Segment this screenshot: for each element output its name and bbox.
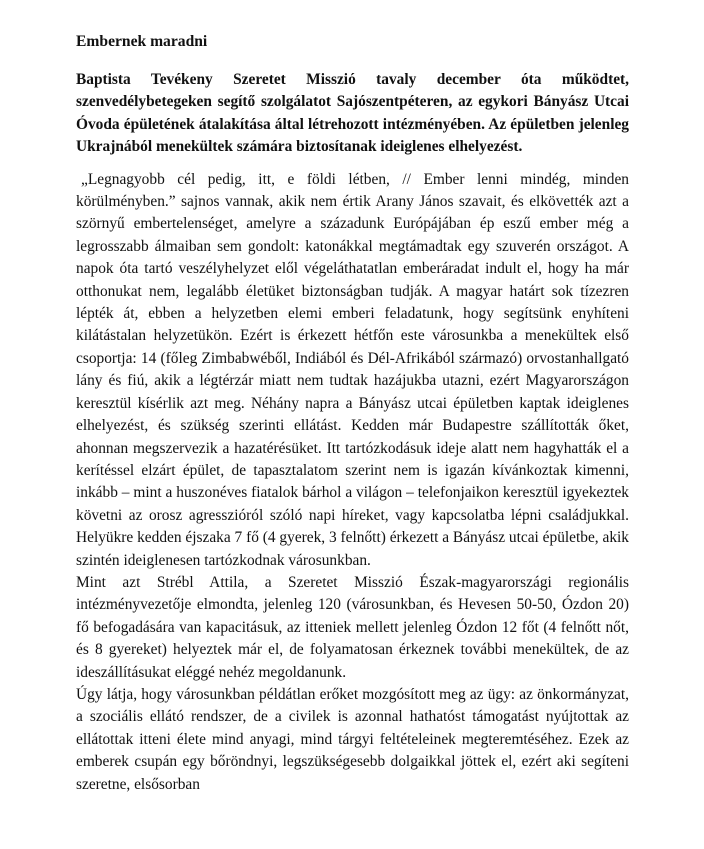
article-paragraph-3: Úgy látja, hogy városunkban példátlan erőket mozgósított meg az ügy: az önkormányzat, a szociális ellátó rendszer, de a civilek is azonnal hathatóst támogatást nyújtottak az ellátottak itteni élete mind anyagi, mind tárgyi feltételeinek megteremtéséhez. Ezek az emberek csupán egy bőröndnyi, legszükségesebb dolgaikkal jöttek el, ezért aki segíteni szeretne, elsősorban — [76, 685, 629, 793]
article-lead: Baptista Tevékeny Szeretet Misszió tavaly december óta működtet, szenvedélybetegeken segítő szolgálatot Sajószentpéteren, az egykori Bányász Utcai Óvoda épületének átalakítása által létrehozott intézményében. Az épületben jelenleg Ukrajnából menekültek számára biztosítanak ideiglenes elhelyezést. — [76, 71, 629, 156]
document-page — [76, 31, 629, 796]
article-paragraph-2: Mint azt Strébl Attila, a Szeretet Misszió Észak-magyarországi regionális intézményvezetője elmondta, jelenleg 120 (városunkban, és Hevesen 50-50, Ózdon 20) fő befogadására van kapacitásuk, az itteniek mellett jelenleg Ózdon 12 főt (4 felnőtt nőt, és 8 gyereket) helyeztek már el, de folyamatosan érkeznek további menekültek, de az ideszállításukat eléggé nehéz megoldanunk. — [76, 573, 629, 681]
article-paragraph-1: „Legnagyobb cél pedig, itt, e földi létben, // Ember lenni mindég, minden körülményben.” sajnos vannak, akik nem értik Arany János szavait, és elkövették azt a szörnyű embertelenséget, amelyre a századunk Európájában ép eszű ember még a legrosszabb álmaiban sem gondolt: katonákkal megtámadtak egy szuverén országot. A napok óta tartó veszélyhelyzet elől végeláthatatlan emberáradat indult el, hogy ha már otthonukat nem, legalább életüket biztonságban tudják. A magyar határt sok tízezren lépték át, ebben a helyzetben elemi emberi feladatunk, hogy segítsünk enyhíteni kilátástalan helyzetükön. Ezért is érkezett hétfőn este városunkba a menekültek első csoportja: 14 (főleg Zimbabwéből, Indiából és Dél-Afrikából származó) orvostanhallgató lány és fiú, akik a légtérzár miatt nem tudtak hazájukba utazni, ezért Magyarországon keresztül kísérlik azt meg. Néhány napra a Bányász utcai épületben kaptak ideiglenes elhelyezést, és szükség szerinti ellátást. Kedden már Budapestre szállították őket, ahonnan megszervezik a hazatérésüket. Itt tartózkodásuk ideje alatt nem hagyhatták el a kerítéssel elzárt épület, de tapasztalatom szerint nem is igazán kívánkoztak kimenni, inkább – mint a huszonéves fiatalok bárhol a világon – telefonjaikon keresztül igyekeztek követni az orosz agresszióról szóló napi híreket, vagy kapcsolatba lépni családjukkal. Helyükre kedden éjszaka 7 fő (4 gyerek, 3 felnőtt) érkezett a Bányász utcai épületbe, akik szintén ideiglenesen tartózkodnak városunkban. — [76, 170, 629, 569]
article-title: Embernek maradni — [76, 33, 208, 50]
